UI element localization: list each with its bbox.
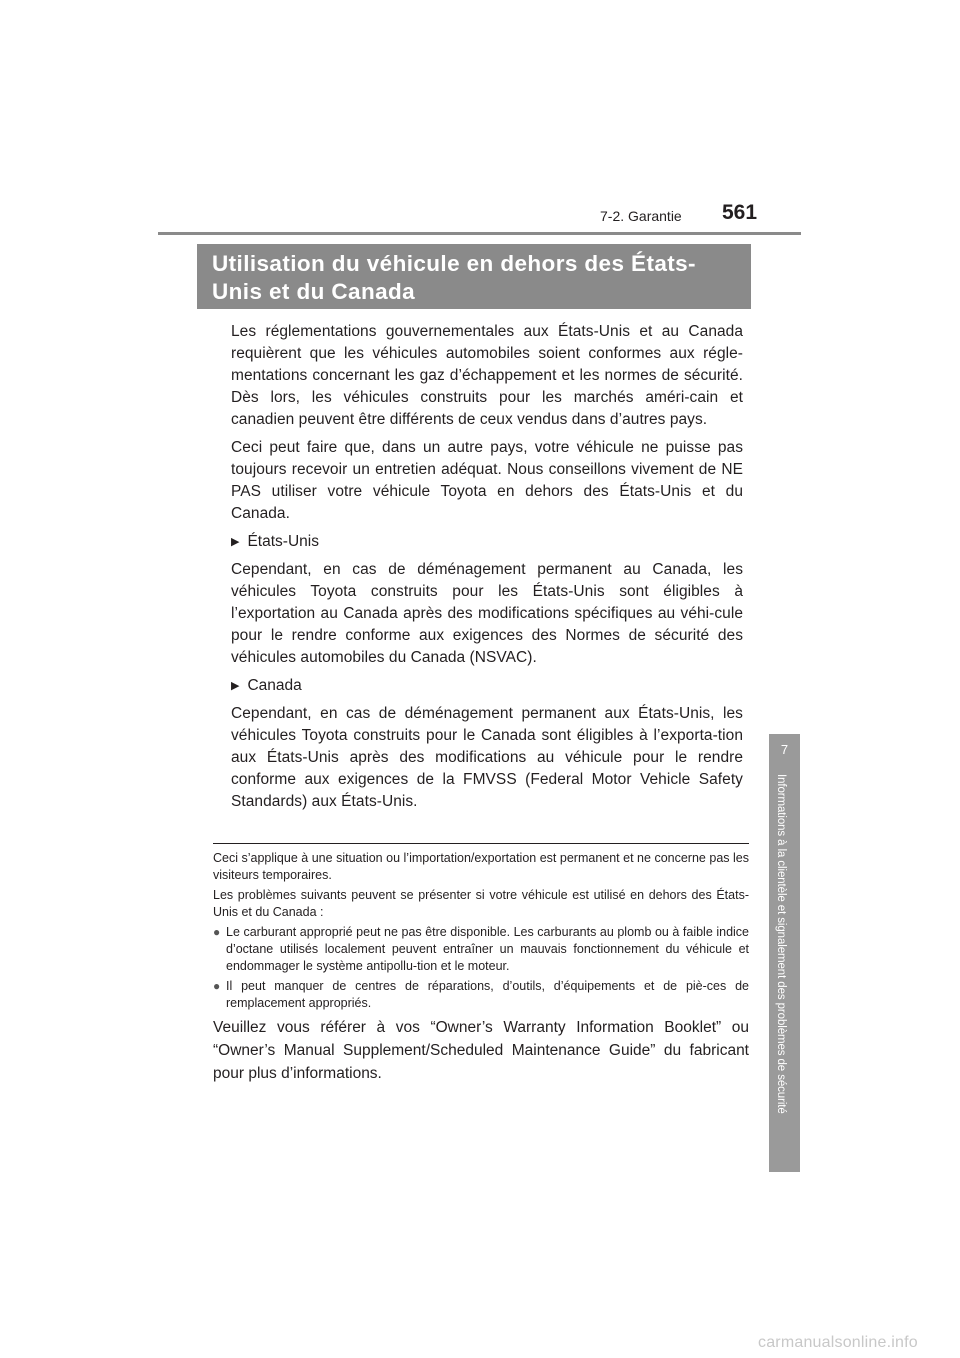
triangle-arrow-icon: ▶: [231, 680, 240, 692]
page-number: 561: [722, 201, 758, 224]
note-permanent: Ceci s’applique à une situation ou l’importation/exportation est permanent et ne concerne pas les visiteurs temporaires.: [213, 851, 749, 882]
paragraph-canada: Cependant, en cas de déménagement permanent aux États-Unis, les véhicules Toyota construits pour le Canada sont éligibles à l’exporta-tion aux États-Unis après des modifications au véhicule pour le rendre conforme aux exigences de la FMVSS (Federal Motor Vehicle Safety Standards) aux États-Unis.: [231, 705, 743, 810]
section-title-box: [197, 244, 751, 309]
bullet-icon: ●: [213, 979, 221, 993]
closing-paragraph: Veuillez vous référer à vos “Owner’s Warranty Information Booklet” ou “Owner’s Manual Supplement/Scheduled Maintenance Guide” du fabricant pour plus d’informations.: [213, 1019, 749, 1082]
watermark: carmanualsonline.info: [758, 1334, 918, 1351]
subheading-canada: [231, 675, 743, 697]
triangle-arrow-icon: ▶: [231, 536, 240, 548]
section-label: 7-2. Garantie: [600, 208, 682, 224]
chapter-title: Informations à la clientèle et signalement des problèmes de sécurité: [775, 774, 787, 1114]
subheading-usa-label: États-Unis: [247, 533, 319, 550]
subheading-usa: [231, 531, 743, 553]
notes-section: [213, 850, 749, 1101]
paragraph-usa: Cependant, en cas de déménagement permanent au Canada, les véhicules Toyota construits pour les États-Unis sont éligibles à l’exportation au Canada après des modifications spécifiques au véhi-cule pour le rendre conforme aux exigences des Normes de sécurité des véhicules automobiles du Canada (NSVAC).: [231, 561, 743, 666]
section-title-line1: Utilisation du véhicule en dehors des États-: [212, 251, 696, 276]
note-problems: Les problèmes suivants peuvent se présenter si votre véhicule est utilisé en dehors des États-Unis et du Canada :: [213, 888, 749, 919]
subheading-canada-label: Canada: [247, 677, 302, 694]
chapter-tab: [769, 734, 800, 1172]
paragraph-advice: Ceci peut faire que, dans un autre pays, votre véhicule ne puisse pas toujours recevoir un entretien adéquat. Nous conseillons vivement de NE PAS utiliser votre véhicule Toyota en dehors des États-Unis et du Canada.: [231, 439, 743, 522]
body-text: [231, 321, 743, 819]
header-rule: [158, 232, 801, 235]
list-item: [213, 924, 749, 975]
chapter-number: 7: [780, 742, 789, 757]
bullet-repairs: Il peut manquer de centres de réparations, d’outils, d’équipements et de piè-ces de remplacement appropriés.: [226, 979, 749, 1010]
bullet-fuel: Le carburant approprié peut ne pas être disponible. Les carburants au plomb ou à faible indice d’octane utilisés localement peuvent entraîner un mauvais fonctionnement du véhicule et endommager le système antipollu-tion et le moteur.: [226, 925, 749, 973]
notes-divider: [213, 843, 749, 844]
list-item: [213, 978, 749, 1012]
bullet-icon: ●: [213, 925, 221, 939]
section-title-line2: Unis et du Canada: [212, 279, 416, 304]
paragraph-regulations: Les réglementations gouvernementales aux États-Unis et au Canada requièrent que les véhicules automobiles soient conformes aux régle-mentations concernant les gaz d’échappement et les normes de sécurité. Dès lors, les véhicules construits pour les marchés améri-cain et canadien peuvent être différents de ceux vendus dans d’autres pays.: [231, 323, 743, 428]
